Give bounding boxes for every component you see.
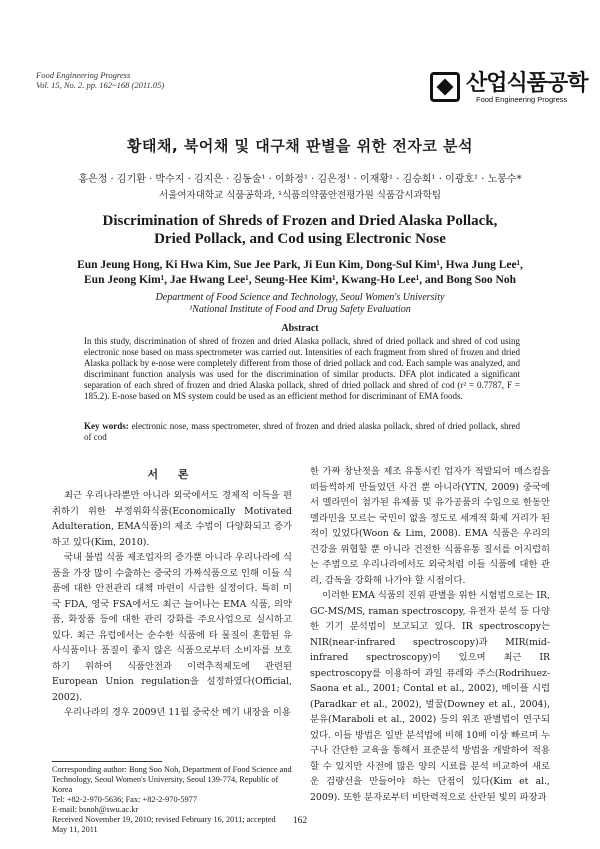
section-title-introduction: 서 론 (147, 468, 197, 481)
journal-header (36, 70, 164, 90)
authors-korean: 홍은정 · 김기환 · 박수지 · 김지은 · 김동술¹ · 이화정¹ · 김은정¹ · 이재황¹ · 김승희¹ · 이광호¹ · 노봉수* (78, 174, 522, 185)
paragraph: 이러한 EMA 식품의 진위 판별을 위한 시험법으로는 IR, GC-MS/MS, raman spectroscopy, 유전자 분석 등 다양한 기기 분석법이 보고되고 있다. IR spectroscopy는 NIR(near-infrared spectroscopy)과 MIR(mid-infrared spectroscopy)이 있으며 최근 IR spectroscopy를 이용하여 과일 퓨레와 주스(Rodrihuez-Saona et al., 2001; Contal et al., 2002), 메이플 시럽(Paradkar et al., 2002), 벌꿀(Downey et al., 2004), 분유(Maraboli et al., 2002) 등의 위조 판별법이 연구되었다. 이들 방법은 일반 분석법에 비해 10배 이상 빠르며 누구나 간단한 교육을 통해서 표준분석 방법을 개발하여 적용할 수 있지만 사전에 많은 양의 시료를 분석 비교하여 새로운 검량선을 만들어야 하는 단점이 있다(Kim et al., 2009). 또한 분자로부터 비탄력적으로 산란된 빛의 파장과 (310, 590, 550, 803)
authors-english (40, 258, 560, 288)
logo-subtitle: Food Engineering Progress (476, 95, 568, 104)
authors-english-line-1: Eun Jeung Hong, Ki Hwa Kim, Sue Jee Park, Ji Eun Kim, Dong-Sul Kim¹, Hwa Jung Lee¹, (77, 259, 523, 271)
keywords-text: electronic nose, mass spectrometer, shred of frozen and dried alaska pollack, shred of dried pollack, shred of cod (84, 421, 520, 442)
journal-logo (430, 64, 588, 108)
logo-title: 산업식품공학 (466, 71, 588, 96)
abstract-body: In this study, discrimination of shred of frozen and dried Alaska pollack, shred of dried pollack and shred of cod using electronic nose based on mass spectrometer was carried out. Intensities of each fragment from shred of frozen and dried Alaska pollack by e-nose were completely different from those of dried pollack and cod. Each sample was analyzed, and discriminant function analysis was used for the discrimination of similar products. DFA plot indicated a significant separation of each shred of frozen and dried Alaska pollack, shred of dried pollack and shred of cod (r² = 0.7787, F = 185.2). E-nose based on MS system could be used as an efficient method for discriminant of EMA foods. (84, 336, 520, 401)
authors-english-line-2: Eun Jeong Kim¹, Jae Hwang Lee¹, Seung-Hee Kim¹, Kwang-Ho Lee¹, and Bong Soo Noh (84, 274, 516, 286)
title-english-line-1: Discrimination of Shreds of Frozen and Dried Alaska Pollack, (102, 213, 498, 229)
footnote-email: E-mail: bsnoh@swu.ac.kr (52, 805, 139, 814)
body-column-left (52, 488, 292, 721)
footnote-received: Received November 19, 2010; revised February 16, 2011; accepted May 11, 2011 (52, 815, 276, 834)
paragraph: 국내 불법 식품 제조업자의 증가뿐 아니라 우리나라에 식품을 가장 많이 수출하는 중국의 가짜식품으로 인해 이들 식품에 대한 안전관리 대책 마련이 시급한 실정이다. 특히 미국 FDA, 영국 FSA에서도 최근 늘어나는 EMA 식품, 의약품, 화장품 등에 대한 관리 강화를 주요사업으로 실시하고 있다. 최근 유럽에서는 순수한 식품에 타 물질이 혼합된 유사식품이나 품질이 좋지 않은 식품으로부터 소비자를 보호하기 위하여 식품안전과 이력추적제도에 관련된 European Union regulation을 설정하였다(Official, 2002). (52, 552, 292, 703)
affiliation-english (0, 292, 600, 316)
page-number: 162 (292, 816, 308, 826)
paragraph: 한 가짜 창난젓을 제조 유통시킨 업자가 적발되어 매스컴을 떠들썩하게 만들었던 사건 뿐 아니라(YTN, 2009) 중국에서 멜라민이 첨가된 유제품 및 유가공품의 수입으로 한동안 멜라민을 모르는 국민이 없을 정도로 세계적 화제 거리가 된 적이 있었다(Woon & Lim, 2008). EMA 식품은 우리의 건강을 위협할 뿐 아니라 건전한 식품유통 질서를 어지럽히는 주범으로 우리나라에서도 외국처럼 이들 식품에 대한 관리, 감독을 강화해 나가야 할 시점이다. (310, 466, 550, 586)
paragraph: 최근 우리나라뿐만 아니라 외국에서도 경제적 이득을 편취하기 위한 부정위화식품(Economically Motivated Adulteration, EMA식품)의 제조 수법이 다양화되고 증가하고 있다(Kim, 2010). (52, 490, 292, 548)
title-english-line-2: Dried Pollack, and Cod using Electronic Nose (154, 231, 446, 247)
affiliation-english-line-1: Department of Food Science and Technology, Seoul Women's University (155, 292, 445, 303)
journal-name: Food Engineering Progress (36, 70, 131, 80)
keywords (84, 421, 520, 443)
affiliation-english-line-2: ¹National Institute of Food and Drug Safety Evaluation (189, 304, 411, 315)
journal-citation: Vol. 15, No. 2. pp. 162~168 (2011.05) (36, 80, 165, 90)
body-column-right (310, 464, 550, 805)
abstract-heading: Abstract (281, 323, 319, 334)
footnote-corresponding: Corresponding author: Bong Soo Noh, Department of Food Science and Technology, Seoul Women's University, Seoul 139-774, Republic of Korea (52, 765, 292, 794)
keywords-label: Key words: (84, 421, 129, 431)
affiliation-korean: 서울여자대학교 식품공학과, ¹식품의약품안전평가원 식품감시과학팀 (158, 190, 442, 201)
paragraph: 우리나라의 경우 2009년 11월 중국산 메기 내장을 이용 (64, 707, 291, 718)
footnote-divider (52, 761, 162, 762)
title-korean: 황태채, 북어채 및 대구채 판별을 위한 전자코 분석 (126, 137, 474, 155)
title-english (0, 212, 600, 248)
logo-emblem-icon (430, 72, 460, 102)
footnote-tel: Tel: +82-2-970-5636; Fax: +82-2-970-5977 (52, 795, 197, 804)
